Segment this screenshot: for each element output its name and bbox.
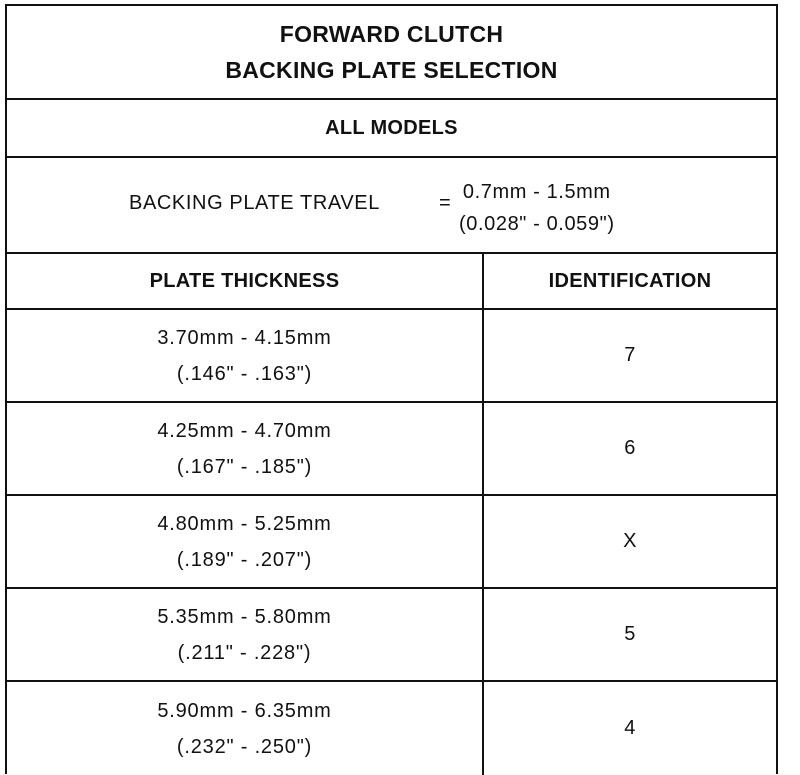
thickness-imperial: (.146" - .163"): [176, 362, 313, 385]
thickness-cell: [7, 310, 484, 401]
thickness-metric: 5.35mm - 5.80mm: [157, 605, 332, 628]
title-line-2: BACKING PLATE SELECTION: [225, 57, 558, 83]
identification-cell: [484, 403, 776, 494]
thickness-cell: [7, 496, 484, 587]
header-thickness-cell: [7, 254, 484, 308]
thickness-metric: 4.25mm - 4.70mm: [157, 419, 332, 442]
table-row: [7, 310, 776, 403]
identification-value: 4: [624, 717, 636, 739]
header-thickness: PLATE THICKNESS: [149, 269, 340, 292]
identification-value: 7: [624, 344, 636, 366]
travel-row: [7, 158, 776, 254]
thickness-imperial: (.167" - .185"): [176, 455, 313, 478]
thickness-imperial: (.232" - .250"): [176, 735, 313, 758]
travel-label: BACKING PLATE TRAVEL: [129, 192, 380, 214]
thickness-imperial: (.189" - .207"): [176, 548, 313, 571]
table-row: [7, 496, 776, 589]
thickness-cell: [7, 589, 484, 680]
header-identification: IDENTIFICATION: [548, 269, 712, 292]
identification-value: X: [623, 530, 637, 552]
table-row: [7, 589, 776, 682]
thickness-imperial: (.211" - .228"): [177, 641, 312, 664]
title-line-1: FORWARD CLUTCH: [279, 21, 504, 47]
thickness-metric: 3.70mm - 4.15mm: [157, 326, 332, 349]
header-identification-cell: [484, 254, 776, 308]
identification-cell: [484, 589, 776, 680]
column-header-row: [7, 254, 776, 310]
models-label: ALL MODELS: [325, 116, 458, 139]
thickness-metric: 5.90mm - 6.35mm: [157, 699, 332, 722]
thickness-metric: 4.80mm - 5.25mm: [157, 512, 332, 535]
thickness-cell: [7, 682, 484, 775]
travel-metric: 0.7mm - 1.5mm: [462, 181, 611, 203]
travel-imperial: (0.028" - 0.059"): [459, 213, 615, 235]
identification-cell: [484, 496, 776, 587]
table-row: [7, 682, 776, 775]
table-title: [7, 6, 776, 100]
thickness-cell: [7, 403, 484, 494]
backing-plate-table: [5, 4, 778, 774]
table-row: [7, 403, 776, 496]
identification-cell: [484, 682, 776, 775]
identification-cell: [484, 310, 776, 401]
travel-values: [459, 176, 615, 240]
travel-equals-sign: =: [439, 192, 451, 214]
identification-value: 5: [624, 623, 636, 645]
models-row: [7, 100, 776, 158]
identification-value: 6: [624, 437, 636, 459]
